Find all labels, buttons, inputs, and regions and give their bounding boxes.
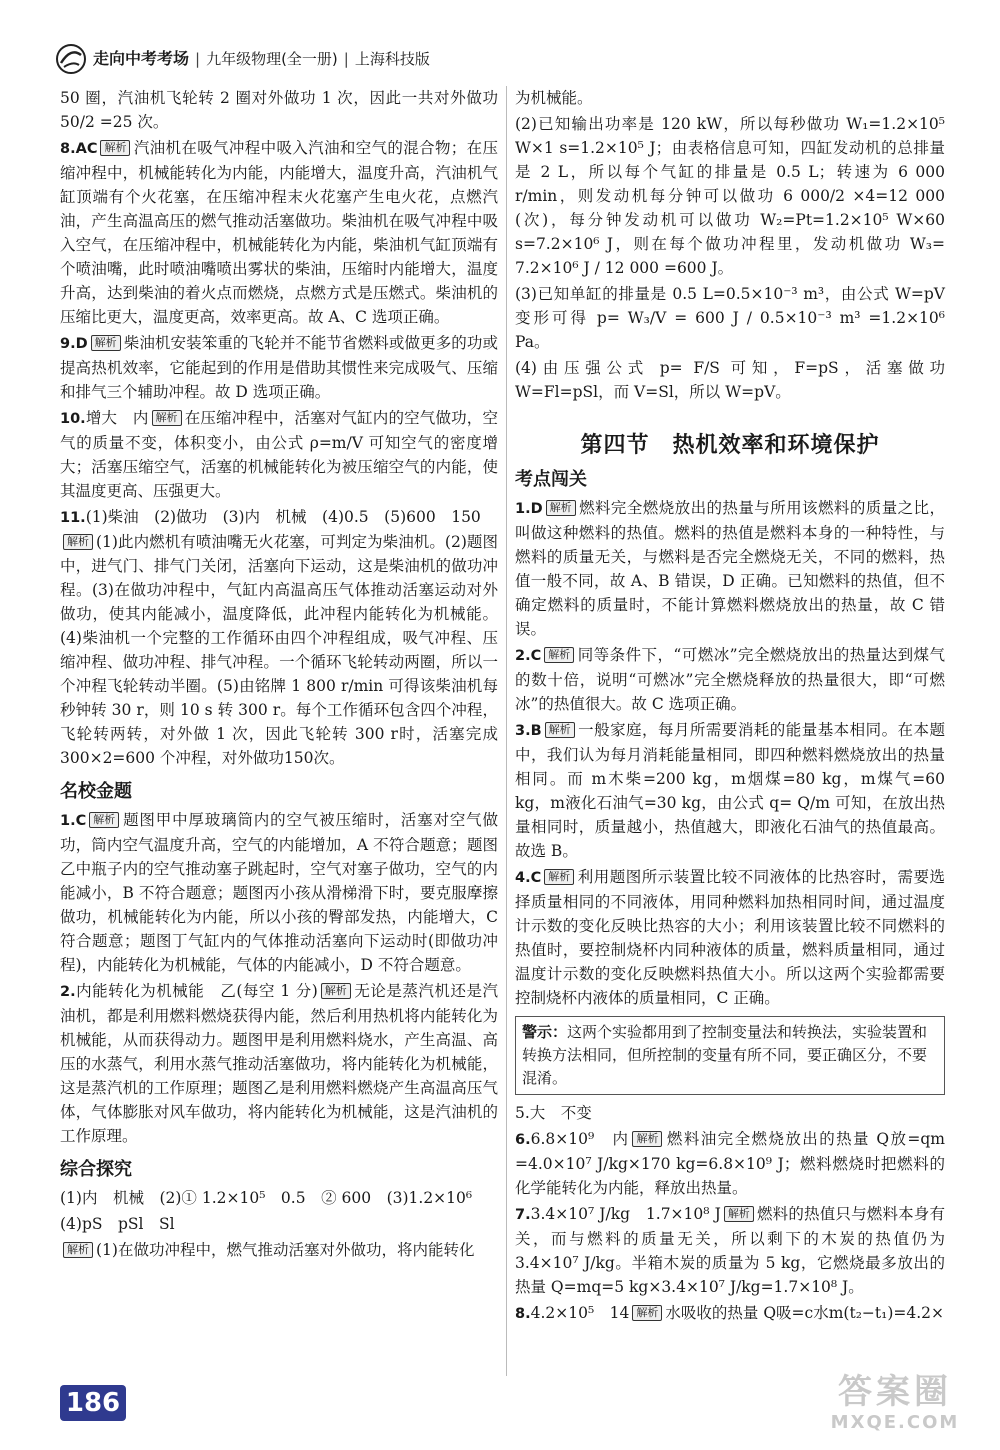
section-heading: 综合探究 xyxy=(60,1159,132,1180)
answer-item-k4: 4.C 解析 利用题图所示装置比较不同液体的比热容时，需要选择质量相同的不同液体，用同种燃料加热相同时间，通过温度计示数的变化反映比热容的大小；利用该装置比较不同燃料的热值时，要控制烧杯内同种液体的质量，燃料质量相同，通过温度计示数的变化反映燃料热值大小。所以这两个实验都需要控制烧杯内液体的质量相同，C 正确。 xyxy=(515,868,945,1007)
warning-label: 警示： xyxy=(522,1023,568,1041)
section-heading: 考点闯关 xyxy=(515,469,587,490)
section-heading: 名校金题 xyxy=(60,781,132,802)
analysis-tag: 解析 xyxy=(321,983,351,999)
answer-item-k8: 8.4.2×10⁵ 14 解析 水吸收的热量 Q吸=c水m(t₂−t₁)=4.2× xyxy=(515,1304,945,1322)
watermark: 答案圈 MXQE.COM xyxy=(830,1372,960,1433)
answer-item-m1: 1.C 解析 题图甲中厚玻璃筒内的空气被压缩时，活塞对空气做功，筒内空气温度升高，空气的内能增加，A 不符合题意；题图乙中瓶子内的空气推动塞子跳起时，空气对塞子做功，空气的内能减小，B 不符合题意；题图丙小孩从滑梯滑下时，要克服摩擦做功，机械能转化为内能，所以小孩的臀部发热，内能增大，C 符合题意；题图丁气缸内的气体推动活塞向下运动时(即做功冲程)，内能转化为机械能，气体的内能减小，D 不符合题意。 xyxy=(60,811,498,974)
analysis-tag: 解析 xyxy=(544,647,574,663)
answer-item-k7: 7.3.4×10⁷ J/kg 1.7×10⁸ J 解析 燃料的热值只与燃料本身有关，而与燃料的质量无关，所以剩下的木炭的热值仍为 3.4×10⁷ J/kg。半箱木炭的质量为 5 kg，它燃烧最多放出的热量 Q=mq=5 kg×3.4×10⁷ J/kg=1.7×10⁸ J。 xyxy=(515,1205,945,1296)
analysis-tag: 解析 xyxy=(89,812,119,828)
answer-item-k6: 6.6.8×10⁹ 内 解析 燃料油完全燃烧放出的热量 Q放=qm =4.0×10⁷ J/kg×170 kg=6.8×10⁹ J；燃料燃烧时把燃料的化学能转化为内能，释放出热量。 xyxy=(515,1130,946,1197)
analysis-tag: 解析 xyxy=(63,1242,93,1258)
analysis-tag: 解析 xyxy=(724,1206,754,1222)
answer-item-k3: 3.B 解析 一般家庭，每月所需要消耗的能量基本相同。在本题中，我们认为每月消耗能量相同，即四种燃料燃烧放出的热量相同。而 m木柴=200 kg，m烟煤=80 kg，m煤气=60 kg，m液化石油气=30 kg，由公式 q= Q/m 可知，在放出热量相同时，质量越小，热值越大，即液化石油气的热值最高。故选 B。 xyxy=(515,721,945,860)
section-title: 第四节 热机效率和环境保护 xyxy=(580,433,880,458)
answer-item-11: 11.(1)柴油 (2)做功 (3)内 机械 (4)0.5 (5)600 150 解析 (1)此内燃机有喷油嘴无火花塞，可判定为柴油机。(2)题图中，进气门、排气门关闭，活塞向下运动，这是柴油机的做功冲程。(3)在做功冲程中，气缸内高温高压气体推动活塞运动对外做功，使其内能减小，温度降低，此冲程内能转化为机械能。(4)柴油机一个完整的工作循环由四个冲程组成，吸气冲程、压缩冲程、做功冲程、排气冲程。一个循环飞轮转动两圈，所以一个冲程飞轮转动半圈。(5)由铭牌 1 800 r/min 可得该柴油机每秒钟转 30 r，则 10 s 转 300 r。每个工作循环包含四个冲程，飞轮转两转，对外做 1 次，因此飞轮转 300 r时，活塞完成 300×2=600 个冲程，对外做功150次。 xyxy=(60,508,498,767)
answer-item-k5: 5.大 不变 xyxy=(515,1104,592,1122)
answer-item-8: 8.AC 解析 汽油机在吸气冲程中吸入汽油和空气的混合物；在压缩冲程中，机械能转化为内能，内能增大，温度升高，汽油机气缸顶端有个火花塞，在压缩冲程末火花塞产生电火花，点燃汽油，产生高温高压的燃气推动活塞做功。柴油机在吸气冲程中吸入空气，在压缩冲程中，机械能转化为内能，柴油机气缸顶端有个喷油嘴，此时喷油嘴喷出雾状的柴油，压缩时内能增大，温度升高，达到柴油的着火点而燃烧，点燃方式是压燃式。柴油机的压缩比更大，温度更高，效率更高。故 A、C 选项正确。 xyxy=(60,139,498,326)
analysis-tag: 解析 xyxy=(100,140,130,156)
analysis-tag: 解析 xyxy=(152,410,182,426)
analysis-paragraph: 解析 (1)在做功冲程中，燃气推动活塞对外做功，将内能转化 xyxy=(60,1238,498,1262)
right-column xyxy=(515,86,945,1328)
analysis-tag: 解析 xyxy=(632,1305,662,1321)
answer-line: (4)pS pSl Sl xyxy=(60,1215,175,1233)
page-number: 186 xyxy=(60,1385,126,1421)
paragraph: (3)已知单缸的排量是 0.5 L=0.5×10⁻³ m³，由公式 W=pV 变形可得 p= W₃/V = 600 J / 0.5×10⁻³ m³ =1.2×10⁶ Pa。 xyxy=(515,285,945,351)
answer-item-10: 10.增大 内 解析 在压缩冲程中，活塞对气缸内的空气做功，空气的质量不变，体积变小，由公式 ρ=m/V 可知空气的密度增大；活塞压缩空气，活塞的机械能转化为被压缩空气的内能，使其温度更高、压强更大。 xyxy=(60,409,498,500)
analysis-tag: 解析 xyxy=(544,869,574,885)
analysis-tag: 解析 xyxy=(91,335,121,351)
paragraph: 50 圈，汽油机飞轮转 2 圈对外做功 1 次，因此一共对外做功 50/2 =25 次。 xyxy=(60,89,498,131)
paragraph: (2)已知输出功率是 120 kW，所以每秒做功 W₁=1.2×10⁵ W×1 s=1.2×10⁵ J；由表格信息可知，四缸发动机的总排量是 2 L，所以每个气缸的排量是 0.5 L；转速为 6 000 r/min，则发动机每分钟可以做功 6 000/2 ×4=12 000 (次)，每分钟发动机可以做功 W₂=Pt=1.2×10⁵ W×60 s=7.2×10⁶ J，则在每个做功冲程里，发动机做功 W₃= 7.2×10⁶ J / 12 000 =600 J。 xyxy=(515,115,945,277)
column-divider xyxy=(506,86,507,1376)
paragraph: (4)由压强公式 p= F/S 可知，F=pS，活塞做功 W=Fl=pSl，而 V=Sl，所以 W=pV。 xyxy=(515,359,945,401)
analysis-tag: 解析 xyxy=(632,1131,662,1147)
left-column xyxy=(60,86,498,1264)
book-subject: 九年级物理(全一册) xyxy=(206,50,338,68)
analysis-tag: 解析 xyxy=(63,534,93,550)
paragraph: 为机械能。 xyxy=(515,89,593,107)
warning-box xyxy=(515,1016,945,1095)
answer-item-k1: 1.D 解析 燃料完全燃烧放出的热量与所用该燃料的质量之比，叫做这种燃料的热值。燃料的热值是燃料本身的一种特性，与燃料的质量无关，与燃料是否完全燃烧无关，不同的燃料，热值一般不同，故 A、B 错误，D 正确。已知燃料的热值，但不确定燃料的质量时，不能计算燃料燃烧放出的热量，故 C 错误。 xyxy=(515,499,945,638)
analysis-tag: 解析 xyxy=(546,500,576,516)
analysis-tag: 解析 xyxy=(545,722,575,738)
publisher: 上海科技版 xyxy=(354,50,430,68)
answer-line: (1)内 机械 (2)① 1.2×10⁵ 0.5 ② 600 (3)1.2×10⁶ xyxy=(60,1189,473,1207)
answer-item-k2: 2.C 解析 同等条件下，“可燃冰”完全燃烧放出的热量达到煤气的数十倍，说明“可燃冰”完全燃烧释放的热量很大，即“可燃冰”的热值很大。故 C 选项正确。 xyxy=(515,646,945,713)
answer-item-m2: 2.内能转化为机械能 乙(每空 1 分) 解析 无论是蒸汽机还是汽油机，都是利用燃料燃烧获得内能，然后利用热机将内能转化为机械能，从而获得动力。题图甲是利用燃料烧水，产生高温、高压的水蒸气，利用水蒸气推动活塞做功，将内能转化为机械能，这是蒸汽机的工作原理；题图乙是利用燃料燃烧产生高温高压气体，气体膨胀对风车做功，将内能转化为机械能，这是汽油机的工作原理。 xyxy=(60,982,498,1145)
answer-item-9: 9.D 解析 柴油机安装笨重的飞轮并不能节省燃料或做更多的功或提高热机效率，它能起到的作用是借助其惯性来完成吸气、压缩和排气三个辅助冲程。故 D 选项正确。 xyxy=(60,334,498,401)
publisher-logo-icon xyxy=(55,43,87,75)
page-header: 走向中考考场 | 九年级物理(全一册) | 上海科技版 xyxy=(55,40,515,78)
warning-text: 这两个实验都用到了控制变量法和转换法，实验装置和转换方法相同，但所控制的变量有所不同，要正确区分，不要混淆。 xyxy=(522,1023,928,1087)
series-title: 走向中考考场 xyxy=(93,49,190,68)
